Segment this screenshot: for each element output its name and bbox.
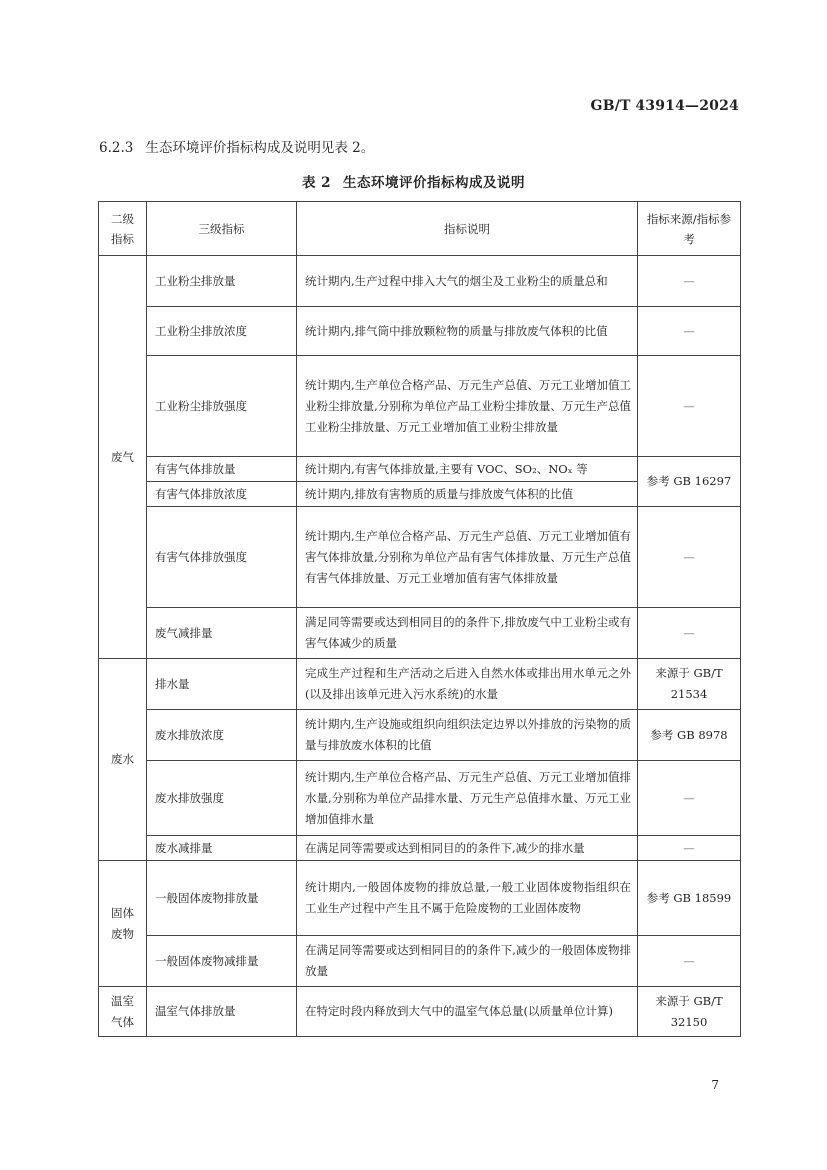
table-label: 表 2 xyxy=(301,175,332,191)
description-cell: 统计期内,排气筒中排放颗粒物的质量与排放废气体积的比值 xyxy=(297,307,638,356)
indicator-table xyxy=(98,201,741,1037)
description-cell: 统计期内,生产单位合格产品、万元生产总值、万元工业增加值排水量,分别称为单位产品排水量、万元生产总值排水量、万元工业增加值排水量 xyxy=(297,761,638,836)
table-header-row xyxy=(99,202,741,256)
table-row xyxy=(99,987,741,1037)
indicator-cell: 温室气体排放量 xyxy=(147,987,297,1037)
indicator-cell: 一般固体废物排放量 xyxy=(147,861,297,936)
clause-intro xyxy=(99,136,374,156)
source-cell: 来源于 GB/T 32150 xyxy=(638,987,741,1037)
source-cell: — xyxy=(638,836,741,861)
source-cell: — xyxy=(638,507,741,608)
description-cell: 在特定时段内释放到大气中的温室气体总量(以质量单位计算) xyxy=(297,987,638,1037)
table-caption xyxy=(0,171,827,191)
table-row xyxy=(99,659,741,710)
description-cell: 完成生产过程和生产活动之后进入自然水体或排出用水单元之外(以及排出该单元进入污水系统)的水量 xyxy=(297,659,638,710)
description-cell: 在满足同等需要或达到相同目的的条件下,减少的一般固体废物排放量 xyxy=(297,936,638,987)
description-cell: 统计期内,生产过程中排入大气的烟尘及工业粉尘的质量总和 xyxy=(297,256,638,307)
source-cell: — xyxy=(638,761,741,836)
indicator-cell: 工业粉尘排放强度 xyxy=(147,356,297,457)
header-description: 指标说明 xyxy=(297,202,638,256)
table-row xyxy=(99,836,741,861)
source-cell: — xyxy=(638,356,741,457)
page-number: 7 xyxy=(711,1078,719,1092)
category-greenhouse: 温室气体 xyxy=(99,987,147,1037)
table-row xyxy=(99,507,741,608)
source-cell: 来源于 GB/T 21534 xyxy=(638,659,741,710)
indicator-cell: 废水排放浓度 xyxy=(147,710,297,761)
indicator-cell: 废气减排量 xyxy=(147,608,297,659)
indicator-cell: 有害气体排放浓度 xyxy=(147,482,297,507)
standard-code: GB/T xyxy=(590,98,631,114)
clause-number: 6.2.3 xyxy=(99,140,134,156)
standard-number xyxy=(591,98,739,114)
category-waste-water: 废水 xyxy=(99,659,147,861)
indicator-cell: 有害气体排放量 xyxy=(147,457,297,482)
source-cell: — xyxy=(638,307,741,356)
table-row xyxy=(99,307,741,356)
indicator-cell: 废水减排量 xyxy=(147,836,297,861)
source-cell: — xyxy=(638,256,741,307)
category-solid-waste: 固体废物 xyxy=(99,861,147,987)
table-row xyxy=(99,710,741,761)
table-row xyxy=(99,608,741,659)
category-exhaust-gas: 废气 xyxy=(99,256,147,659)
description-cell: 在满足同等需要或达到相同目的的条件下,减少的排水量 xyxy=(297,836,638,861)
table-row xyxy=(99,356,741,457)
header-level3: 三级指标 xyxy=(147,202,297,256)
description-cell: 满足同等需要或达到相同目的的条件下,排放废气中工业粉尘或有害气体减少的质量 xyxy=(297,608,638,659)
source-cell: — xyxy=(638,608,741,659)
indicator-cell: 一般固体废物减排量 xyxy=(147,936,297,987)
source-cell: 参考 GB 8978 xyxy=(638,710,741,761)
header-level2: 二级指标 xyxy=(99,202,147,256)
description-cell: 统计期内,生产单位合格产品、万元生产总值、万元工业增加值工业粉尘排放量,分别称为单位产品工业粉尘排放量、万元生产总值工业粉尘排放量、万元工业增加值工业粉尘排放量 xyxy=(297,356,638,457)
table-row xyxy=(99,457,741,482)
source-cell: 参考 GB 16297 xyxy=(638,457,741,507)
source-cell: — xyxy=(638,936,741,987)
clause-text: 生态环境评价指标构成及说明见表 2。 xyxy=(145,140,375,156)
table-row xyxy=(99,861,741,936)
description-cell: 统计期内,一般固体废物的排放总量,一般工业固体废物指组织在工业生产过程中产生且不属于危险废物的工业固体废物 xyxy=(297,861,638,936)
header-source: 指标来源/指标参考 xyxy=(638,202,741,256)
description-cell: 统计期内,有害气体排放量,主要有 VOC、SO₂、NOₓ 等 xyxy=(297,457,638,482)
table-row xyxy=(99,936,741,987)
standard-year-number: 43914—2024 xyxy=(635,98,739,114)
description-cell: 统计期内,排放有害物质的质量与排放废气体积的比值 xyxy=(297,482,638,507)
table-row xyxy=(99,256,741,307)
table-row xyxy=(99,761,741,836)
indicator-cell: 有害气体排放强度 xyxy=(147,507,297,608)
indicator-cell: 排水量 xyxy=(147,659,297,710)
indicator-cell: 废水排放强度 xyxy=(147,761,297,836)
indicator-cell: 工业粉尘排放浓度 xyxy=(147,307,297,356)
table-title: 生态环境评价指标构成及说明 xyxy=(343,175,526,191)
indicator-cell: 工业粉尘排放量 xyxy=(147,256,297,307)
description-cell: 统计期内,生产单位合格产品、万元生产总值、万元工业增加值有害气体排放量,分别称为单位产品有害气体排放量、万元生产总值有害气体排放量、万元工业增加值有害气体排放量 xyxy=(297,507,638,608)
description-cell: 统计期内,生产设施或组织向组织法定边界以外排放的污染物的质量与排放废水体积的比值 xyxy=(297,710,638,761)
source-cell: 参考 GB 18599 xyxy=(638,861,741,936)
